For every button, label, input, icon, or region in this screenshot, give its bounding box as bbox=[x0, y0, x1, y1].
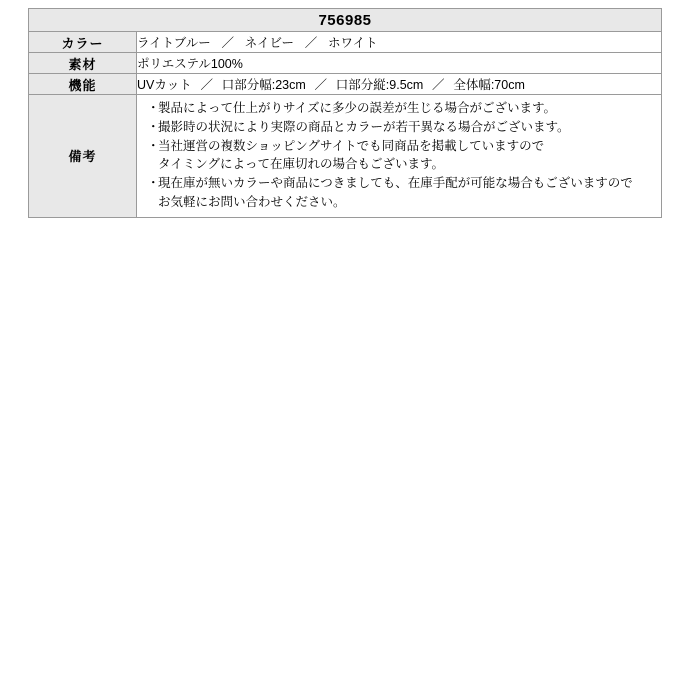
color-option-3: ホワイト bbox=[328, 36, 378, 50]
row-value-color bbox=[137, 32, 662, 53]
table-row-function bbox=[29, 74, 662, 95]
row-value-function bbox=[137, 74, 662, 95]
note-item bbox=[147, 137, 661, 156]
note-item bbox=[147, 118, 661, 137]
table-row-title bbox=[29, 9, 662, 32]
row-label-function: 機能 bbox=[29, 74, 137, 95]
function-item-2: 口部分幅:23cm bbox=[221, 78, 306, 92]
row-label-material: 素材 bbox=[29, 53, 137, 74]
note-item bbox=[147, 174, 661, 193]
function-item-1: UVカット bbox=[137, 78, 192, 92]
row-value-material: ポリエステル100% bbox=[137, 53, 662, 74]
table-row-color bbox=[29, 32, 662, 53]
note-item bbox=[147, 99, 661, 118]
separator: ／ bbox=[304, 36, 318, 50]
bullet-marker: ・ bbox=[147, 138, 160, 153]
bullet-marker: ・ bbox=[147, 101, 160, 115]
note-continuation: タイミングによって在庫切れの場合もございます。 bbox=[158, 157, 445, 172]
separator: ／ bbox=[314, 78, 328, 92]
note-text: 当社運営の複数ショッピングサイトでも同商品を掲載していますので bbox=[158, 138, 545, 153]
bullet-marker: ・ bbox=[147, 176, 160, 190]
separator: ／ bbox=[432, 78, 445, 92]
spec-table bbox=[28, 8, 662, 218]
note-continuation: お気軽にお問い合わせください。 bbox=[158, 194, 346, 209]
row-label-color: カラー bbox=[29, 32, 137, 53]
note-text: 撮影時の状況により実際の商品とカラーが若干異なる場合がございます。 bbox=[158, 119, 570, 134]
product-spec-table bbox=[28, 8, 662, 218]
function-item-3: 口部分縦:9.5cm bbox=[335, 78, 424, 92]
table-row-notes bbox=[29, 95, 662, 218]
function-item-4: 全体幅:70cm bbox=[453, 78, 525, 92]
product-code: 756985 bbox=[29, 9, 662, 32]
color-option-2: ネイビー bbox=[244, 36, 295, 50]
separator: ／ bbox=[221, 36, 235, 50]
row-value-notes bbox=[137, 95, 662, 218]
separator: ／ bbox=[200, 78, 213, 92]
color-option-1: ライトブルー bbox=[137, 36, 211, 50]
note-text: 現在庫が無いカラーや商品につきましても、在庫手配が可能な場合もございますので bbox=[158, 176, 633, 190]
bullet-marker: ・ bbox=[147, 119, 160, 134]
row-label-notes: 備考 bbox=[29, 95, 137, 218]
table-row-material bbox=[29, 53, 662, 74]
note-text: 製品によって仕上がりサイズに多少の誤差が生じる場合がございます。 bbox=[158, 101, 557, 115]
